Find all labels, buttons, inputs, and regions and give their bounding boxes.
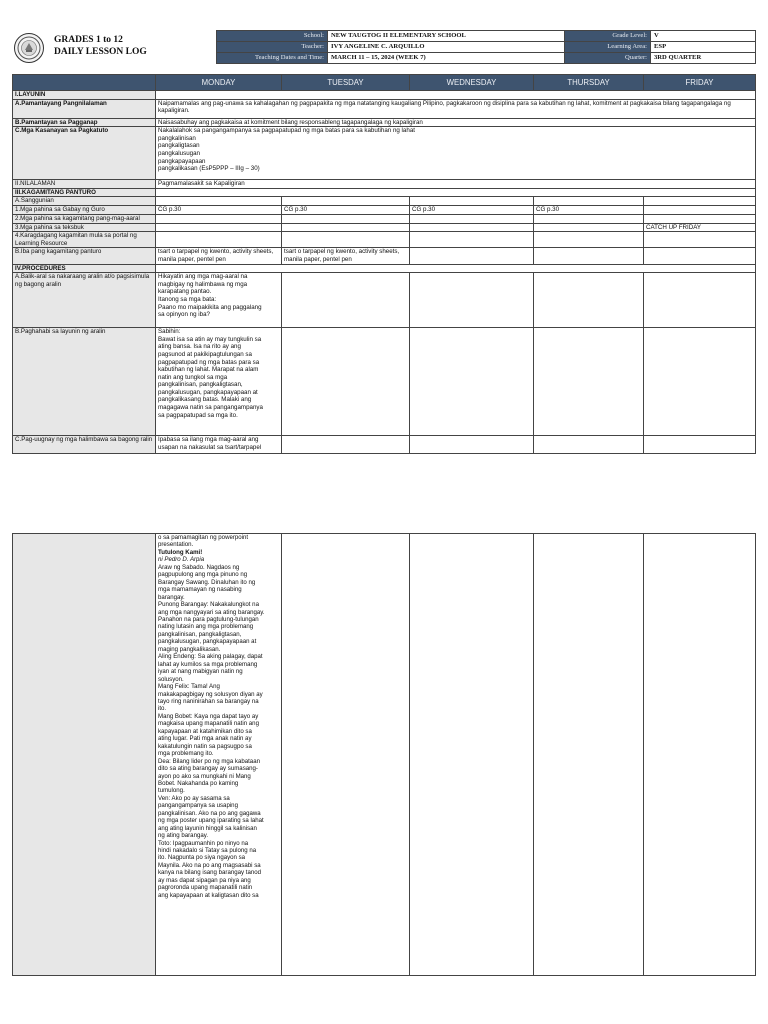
empty-cell — [644, 273, 756, 328]
story-line: maging pangkalikasan. — [158, 645, 221, 653]
text-line: sa opinyon ng iba? — [158, 311, 210, 319]
paguugnay-row — [13, 436, 756, 454]
teksbuk-row — [13, 223, 756, 232]
paghahabi-monday — [156, 328, 282, 436]
story-author: ni Pedro D. Arpia — [158, 556, 205, 564]
text-line: Ipabasa sa ilang mga mag-aaral ang — [158, 436, 259, 444]
pagganap-label: B.Pamantayan sa Pagganap — [13, 118, 156, 127]
iba-row — [13, 248, 756, 264]
corner-header — [13, 75, 156, 91]
gabay-tuesday: CG p.30 — [282, 205, 410, 214]
empty-cell — [410, 328, 534, 436]
story-line: ating lugar. Pati mga anak natin ay — [158, 735, 252, 743]
iba-label: B.Iba pang kagamitang panturo — [13, 248, 156, 264]
grade-level-label: Grade Level: — [565, 31, 651, 42]
form-title-dll: DAILY LESSON LOG — [54, 47, 147, 57]
text-line: pangkalikasang batas. Malaki ang — [158, 396, 252, 404]
text-line: sa pagpapatupad sa mga ito. — [158, 411, 238, 419]
story-line: Dea: Bilang lider po ng mga kabataan — [158, 757, 260, 765]
text-line: kabutihan ng lahat. Marapat na alam — [158, 366, 259, 374]
story-line: kakatulungin natin sa pagsugpo sa — [158, 742, 252, 750]
pangnilalaman-row — [13, 99, 756, 118]
empty-cell — [410, 232, 534, 248]
school-row — [217, 31, 756, 42]
header-info-table — [216, 30, 756, 64]
empty-cell — [644, 436, 756, 454]
text-line: Itanong sa mga bata: — [158, 295, 217, 303]
dates-value: MARCH 11 – 15, 2024 (WEEK 7) — [328, 53, 565, 64]
balik-aral-monday — [156, 273, 282, 328]
story-line: kapayapaan at katahimikan dito sa — [158, 727, 252, 735]
text-line: pagsunod at pakikipagtulungan sa — [158, 350, 252, 358]
gabay-monday: CG p.30 — [156, 205, 282, 214]
day-header-monday: MONDAY — [156, 75, 282, 91]
dates-row — [217, 53, 756, 64]
story-line: ang ating layunin hinggil sa kalinisan — [158, 824, 257, 832]
empty-cell — [534, 232, 644, 248]
lesson-log-table — [12, 74, 756, 454]
sanggunian-row — [13, 197, 756, 206]
empty-cell — [644, 534, 756, 976]
story-line: ito. Nagpunta po siya ngayon sa — [158, 854, 246, 862]
empty-cell — [282, 273, 410, 328]
teacher-label: Teacher: — [217, 42, 328, 53]
empty-cell — [534, 436, 644, 454]
section-kagamitan: III.KAGAMITANG PANTURO — [13, 188, 156, 197]
empty-cell — [644, 248, 756, 264]
story-line: Panahon na para pagtulung-tulungan — [158, 615, 259, 623]
story-line: pagpupulong ang mga pinuno ng — [158, 571, 248, 579]
story-line: ng ating barangay. — [158, 832, 209, 840]
grade-level-value: V — [651, 31, 756, 42]
procedures-row — [13, 264, 756, 273]
nilalaman-label: II.NILALAMAN — [13, 180, 156, 189]
kasanayan-line: pangkalusugan — [158, 149, 200, 157]
story-line: ang mga nangyayari sa ating barangay. — [158, 608, 265, 616]
empty-cell — [644, 214, 756, 223]
kagamitan-span — [156, 188, 756, 197]
empty-cell — [644, 328, 756, 436]
layunin-span — [156, 91, 756, 100]
text-line: magagawa natin sa pangangampanya — [158, 404, 263, 412]
empty-cell — [282, 232, 410, 248]
kasanayan-line: pangkalinisan — [158, 134, 196, 142]
empty-cell — [282, 328, 410, 436]
day-header-thursday: THURSDAY — [534, 75, 644, 91]
empty-cell — [534, 214, 644, 223]
story-line: Mang Bobet: Kaya nga dapat tayo ay — [158, 712, 259, 720]
story-line: Araw ng Sabado. Nagdaos ng — [158, 563, 240, 571]
empty-cell — [410, 273, 534, 328]
empty-cell — [644, 232, 756, 248]
story-line: Barangay Sawang. Dinaluhan ito ng — [158, 578, 256, 586]
learning-area-label: Learning Area: — [565, 42, 651, 53]
continuation-label-cell — [13, 534, 156, 976]
text-line: pangkalusugan, pangkapayapaan at — [158, 388, 258, 396]
empty-cell — [282, 436, 410, 454]
empty-cell — [534, 534, 644, 976]
empty-cell — [534, 328, 644, 436]
story-line: Bobet. Nakahanda po kaming — [158, 779, 239, 787]
iba-monday: tsart o tarpapel ng kwento, activity sheets, manila paper, pentel pen — [156, 248, 282, 264]
paguugnay-monday — [156, 436, 282, 454]
story-line: Toto: Ipagpaumanhin po ninyo na — [158, 839, 249, 847]
empty-cell — [534, 197, 644, 206]
text-line: usapan na nakasulat sa tsart/tarpapel — [158, 443, 262, 451]
text-line: o sa pamamagitan ng powerpoint — [158, 534, 249, 541]
lesson-log-continuation-table — [12, 533, 756, 976]
story-line: pangangampanya sa usaping — [158, 802, 238, 810]
pagganap-text: Naisasabuhay ang pagkakaisa at komitment bilang responsableng tagapangalaga ng kapaligiran — [156, 118, 756, 127]
story-line: tumulong. — [158, 787, 185, 795]
story-line: makakapagbigay ng solusyon diyan ay — [158, 690, 263, 698]
school-value: NEW TAUGTOG II ELEMENTARY SCHOOL — [328, 31, 565, 42]
text-line: karapatang pantao. — [158, 288, 212, 296]
section-procedures: IV.PROCEDURES — [13, 264, 156, 273]
nilalaman-row — [13, 180, 756, 189]
text-line: ating bansa. Isa na rito ay ang — [158, 343, 241, 351]
quarter-label: Quarter: — [565, 53, 651, 64]
empty-cell — [282, 534, 410, 976]
story-text — [158, 564, 279, 899]
pagganap-row — [13, 118, 756, 127]
empty-cell — [282, 197, 410, 206]
kasanayan-line: pangkalikasan (EsP5PPP – IIIg – 30) — [158, 165, 260, 173]
text-line: Hikayatin ang mga mag-aaral na — [158, 273, 248, 281]
balik-aral-label: A.Balik-aral sa nakaraang aralin at/o pagsisimula ng bagong aralin — [13, 273, 156, 328]
story-line: mga problemang ito. — [158, 750, 214, 758]
story-line: Maynila. Ako na po ang magsasabi sa — [158, 861, 261, 869]
layunin-row — [13, 91, 756, 100]
empty-cell — [282, 223, 410, 232]
story-line: dito sa ating barangay ay sumasang- — [158, 765, 258, 773]
empty-cell — [410, 214, 534, 223]
text-line: pangkalinisan, pangkaligtasan, — [158, 381, 243, 389]
story-line: ayon po ako sa mungkahi ni Mang — [158, 772, 251, 780]
story-line: Aling Endeng: Sa aking palagay, dapat — [158, 653, 263, 661]
empty-cell — [156, 223, 282, 232]
form-title-grades: GRADES 1 to 12 — [54, 35, 123, 45]
story-line: pangkalinisan. Ako na po ang gagawa — [158, 809, 261, 817]
story-line: Mang Felix: Tama! Ang — [158, 683, 220, 691]
paguugnay-label: C.Pag-uugnay ng mga halimbawa sa bagong ralin — [13, 436, 156, 454]
day-header-tuesday: TUESDAY — [282, 75, 410, 91]
empty-cell — [156, 197, 282, 206]
gabay-thursday: CG p.30 — [534, 205, 644, 214]
pangnilalaman-label: A.Pamantayang Pangnilalaman — [13, 99, 156, 118]
kasanayan-label: C.Mga Kasanayan sa Pagkatuto — [13, 127, 156, 180]
story-line: pagroronda upang mapanatili natin — [158, 884, 253, 892]
story-title: Tutulong Kami! — [158, 548, 203, 556]
story-line: barangay. — [158, 593, 185, 601]
story-line: ang kapayapaan at kaligtasan dito sa — [158, 891, 259, 899]
text-line: Sabihin: — [158, 328, 181, 336]
learning-area-value: ESP — [651, 42, 756, 53]
seal-emblem-icon — [16, 35, 42, 61]
school-label: School: — [217, 31, 328, 42]
paghahabi-label: B.Paghahabi sa layunin ng aralin — [13, 328, 156, 436]
day-header-wednesday: WEDNESDAY — [410, 75, 534, 91]
kagamitan-row — [13, 188, 756, 197]
story-line: pangkalinisan, pangkaligtasan, — [158, 630, 242, 638]
pangnilalaman-text: Naipamamalas ang pag-unawa sa kahalagahan ng pagpapakita ng mga natatanging kaugaliang Pilipino, pagkakaroon ng disiplina para sa kabutihan ng lahat, komitment at pagkakaisa bilang tagapangalaga ng kapaligiran. — [156, 99, 756, 118]
magaaral-label: 2.Mga pahina sa kagamitang pang-mag-aaral — [13, 214, 156, 223]
empty-cell — [156, 232, 282, 248]
story-line: hindi nakadalo si Tatay sa pulong na — [158, 847, 257, 855]
text-line: natin ang tungkol sa mga — [158, 373, 228, 381]
empty-cell — [282, 214, 410, 223]
empty-cell — [534, 223, 644, 232]
story-line: Ven: Ako po ay sasama sa — [158, 794, 230, 802]
story-line: ng mga poster upang iparating sa lahat — [158, 817, 264, 825]
day-header-friday: FRIDAY — [644, 75, 756, 91]
empty-cell — [534, 248, 644, 264]
story-line: tayo ring naninirahan sa barangay na — [158, 697, 259, 705]
story-line: lahat ay kumilos sa mga problemang — [158, 660, 258, 668]
text-line: magbigay ng halimbawa ng mga — [158, 280, 248, 288]
empty-cell — [410, 223, 534, 232]
story-line: pangkalusugan, pangkapayapaan at — [158, 638, 257, 646]
story-line: ito. — [158, 705, 167, 713]
catch-up-friday-note: CATCH UP FRIDAY — [644, 223, 756, 232]
text-line: presentation. — [158, 541, 194, 549]
story-line: magkaisa upang mapanatili natin ang — [158, 720, 259, 728]
story-line: iyan at nang mabigyan natin ng — [158, 668, 243, 676]
text-line: pagpapatupad ng mga batas para sa — [158, 358, 260, 366]
story-line: mga mamamayan ng nasabing — [158, 586, 242, 594]
iba-tuesday: tsart o tarpapel ng kwento, activity sheets, manila paper, pentel pen — [282, 248, 410, 264]
empty-cell — [644, 197, 756, 206]
empty-cell — [410, 436, 534, 454]
section-layunin: I.LAYUNIN — [13, 91, 156, 100]
empty-cell — [534, 273, 644, 328]
day-header-row — [13, 75, 756, 91]
teacher-value: IVY ANGELINE C. ARQUILLO — [328, 42, 565, 53]
story-line: Punong Barangay: Nakakalungkot na — [158, 601, 259, 609]
kasanayan-row — [13, 127, 756, 180]
sanggunian-label: A.Sanggunian — [13, 197, 156, 206]
text-line: Bawat isa sa atin ay may tungkulin sa — [158, 335, 262, 343]
story-line: nating lutasin ang mga problemang — [158, 623, 254, 631]
teksbuk-label: 3.Mga pahina sa teksbuk — [13, 223, 156, 232]
kasanayan-text — [156, 127, 756, 180]
gabay-friday — [644, 205, 756, 214]
story-line: solusyon. — [158, 675, 184, 683]
gabay-row — [13, 205, 756, 214]
karagdagang-label: 4.Karagdagang kagamitan mula sa portal ng Learning Resource — [13, 232, 156, 248]
quarter-value: 3RD QUARTER — [651, 53, 756, 64]
gabay-wednesday: CG p.30 — [410, 205, 534, 214]
kasanayan-line: pangkaligtasan — [158, 142, 200, 150]
story-cell-monday — [156, 534, 282, 976]
gabay-label: 1.Mga pahina sa Gabay ng Guro — [13, 205, 156, 214]
empty-cell — [410, 534, 534, 976]
nilalaman-text: Pagmamalasakit sa Kapaligiran — [156, 180, 756, 189]
karagdagang-row — [13, 232, 756, 248]
dates-label: Teaching Dates and Time: — [217, 53, 328, 64]
kasanayan-line: Nakalalahok sa pangangampanya sa pagpapatupad ng mga batas para sa kabutihan ng lahat — [158, 127, 415, 135]
magaaral-row — [13, 214, 756, 223]
balik-aral-row — [13, 273, 756, 328]
text-line: Paano mo maipakikita ang paggalang — [158, 303, 262, 311]
continuation-row — [13, 534, 756, 976]
empty-cell — [410, 197, 534, 206]
empty-cell — [410, 248, 534, 264]
paghahabi-row — [13, 328, 756, 436]
story-line: ay mas dapat sipagan pa niya ang — [158, 876, 251, 884]
kasanayan-line: pangkapayapaan — [158, 157, 206, 165]
deped-seal-logo — [14, 33, 44, 63]
procedures-span — [156, 264, 756, 273]
empty-cell — [156, 214, 282, 223]
story-line: kanya na bilang isang barangay tanod — [158, 869, 261, 877]
teacher-row — [217, 42, 756, 53]
